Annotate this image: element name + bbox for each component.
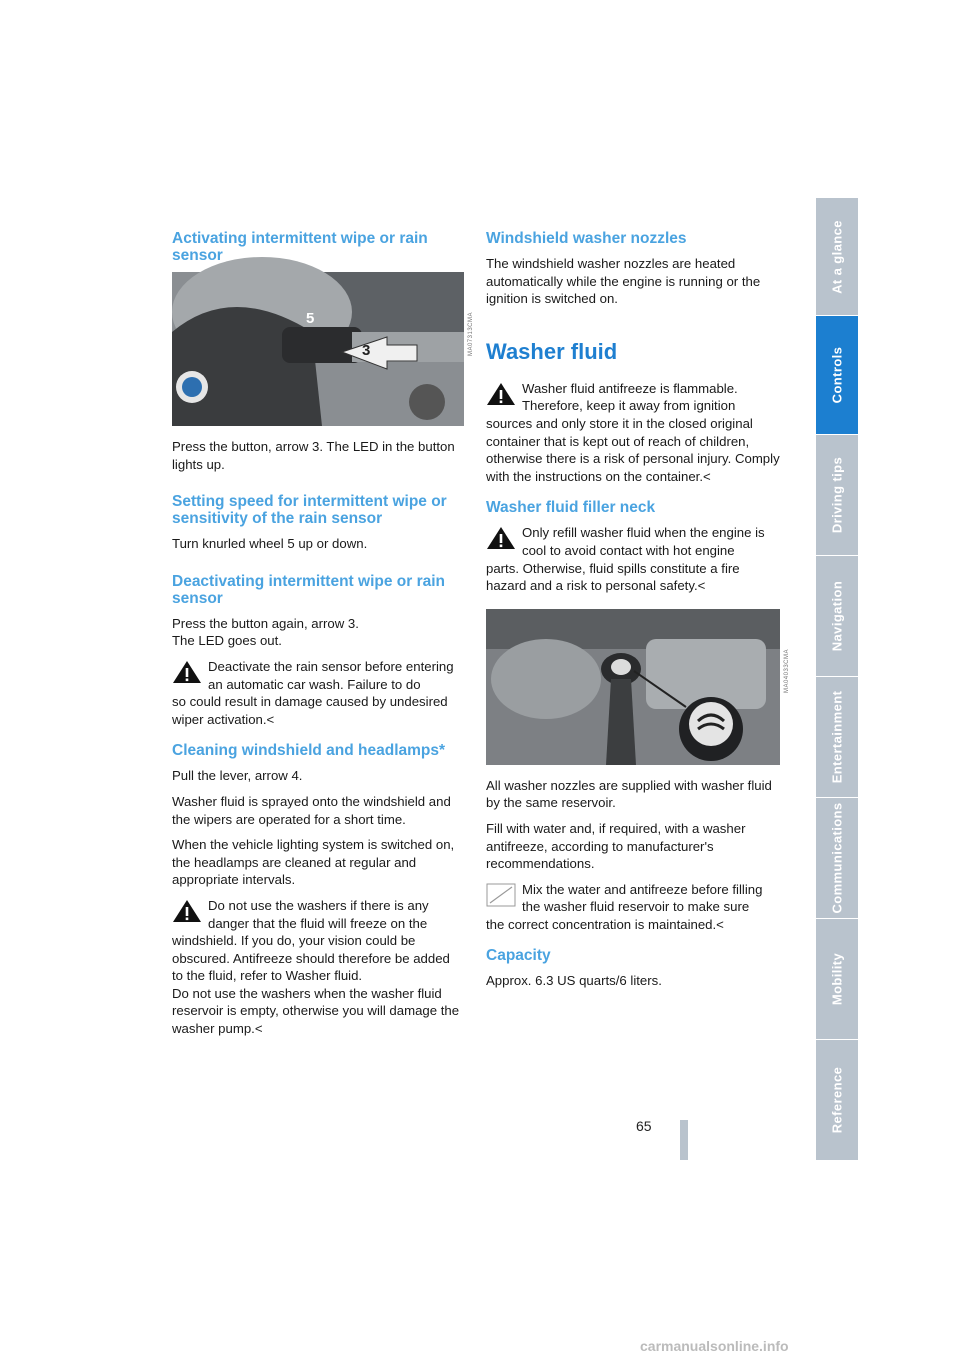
note-icon <box>486 883 516 907</box>
warning-text-b: sources and only store it in the closed original container that is kept out of reach of children, otherwise there is a risk of personal injury. Comply with the instructions on the container.< <box>486 415 780 484</box>
heading-setting-speed: Setting speed for intermittent wipe or sensitivity of the rain sensor <box>172 493 447 528</box>
heading-capacity: Capacity <box>486 947 551 965</box>
warning-text-b: so could result in damage caused by undesired wiper activation.< <box>172 694 448 727</box>
tab-label: Navigation <box>829 580 845 652</box>
engine-bay-photo <box>486 609 790 765</box>
para-nozzles-heated: The windshield washer nozzles are heated automatically while the engine is running or the ignition is switched on. <box>486 256 761 307</box>
tab-label: At a glance <box>829 219 845 294</box>
tab-communications[interactable] <box>816 798 858 919</box>
label-5: 5 <box>306 310 315 327</box>
tab-controls[interactable] <box>816 316 858 435</box>
heading-nozzles: Windshield washer nozzles <box>486 230 687 247</box>
steering-lever-illustration <box>172 272 464 426</box>
warning-icon <box>486 382 516 406</box>
engine-bay-illustration <box>486 609 780 765</box>
warning-freeze <box>172 897 464 1038</box>
heading-cleaning: Cleaning windshield and headlamps* <box>172 742 446 760</box>
tab-mobility[interactable] <box>816 919 858 1040</box>
warning-icon <box>172 899 202 923</box>
footer-watermark: carmanualsonline.info <box>640 1338 789 1354</box>
para-capacity: Approx. 6.3 US quarts/6 liters. <box>486 973 662 989</box>
para-press-again: Press the button again, arrow 3. <box>172 615 359 631</box>
warning-rain-sensor <box>172 658 464 728</box>
right-column <box>486 230 790 998</box>
para-pull-lever: Pull the lever, arrow 4. <box>172 768 303 784</box>
tab-label: Controls <box>829 346 845 404</box>
heading-activating: Activating intermittent wipe or rain sensor <box>172 230 428 264</box>
warning-text-c: Do not use the washers when the washer fluid reservoir is empty, otherwise you will damage the washer pump.< <box>172 985 460 1037</box>
tab-label: Entertainment <box>829 690 845 784</box>
heading-washer-fluid: Washer fluid <box>486 338 618 364</box>
heading-filler-neck: Washer fluid filler neck <box>486 499 656 517</box>
note-text-a: Mix the water and antifreeze before filling the washer fluid reservoir to make sure <box>522 881 763 915</box>
para-nozzles-supplied: All washer nozzles are supplied with washer fluid by the same reservoir. <box>486 777 772 811</box>
para-press-button: Press the button, arrow 3. The LED in the button lights up. <box>172 439 455 472</box>
tab-navigation[interactable] <box>816 556 858 677</box>
para-led-out: The LED goes out. <box>172 633 282 649</box>
warning-text-a: Washer fluid antifreeze is flammable. Therefore, keep it away from ignition <box>522 380 738 414</box>
note-text-b: the correct concentration is maintained.< <box>486 916 724 932</box>
tab-label: Reference <box>829 1066 845 1134</box>
warning-text-a: Deactivate the rain sensor before entering an automatic car wash. Failure to do <box>208 658 454 692</box>
label-3: 3 <box>362 342 371 359</box>
para-turn-wheel: Turn knurled wheel 5 up or down. <box>172 536 368 552</box>
note-mix-water <box>486 881 780 934</box>
warning-flammable <box>486 380 780 486</box>
tab-label: Mobility <box>829 952 845 1006</box>
left-column <box>172 230 474 1052</box>
steering-lever-photo <box>172 272 474 426</box>
page-number-bar <box>680 1120 688 1160</box>
warning-text-a: Only refill washer fluid when the engine is cool to avoid contact with hot engine <box>522 525 765 558</box>
para-washer-spray: Washer fluid is sprayed onto the windshield and the wipers are operated for a short time. <box>172 793 451 827</box>
tab-label: Communications <box>829 802 845 914</box>
warning-refill <box>486 524 780 594</box>
para-headlamps: When the vehicle lighting system is switched on, the headlamps are cleaned at regular and appropriate intervals. <box>172 837 455 888</box>
image-code: MA07313CMA <box>468 312 474 357</box>
warning-text-b: windshield. If you do, your vision could be obscured. Antifreeze should therefore be added to the fluid, refer to Washer fluid. <box>172 933 450 984</box>
page-number: 65 <box>636 1118 652 1134</box>
tab-label: Driving tips <box>829 456 845 534</box>
warning-text-a: Do not use the washers if there is any danger that the fluid will freeze on the <box>208 897 429 931</box>
heading-deactivating: Deactivating intermittent wipe or rain sensor <box>172 572 446 607</box>
tab-entertainment[interactable] <box>816 677 858 798</box>
tab-reference[interactable] <box>816 1040 858 1161</box>
image-code: MA04033CMA <box>784 648 790 693</box>
warning-icon <box>172 660 202 684</box>
tab-driving-tips[interactable] <box>816 435 858 556</box>
tab-at-a-glance[interactable] <box>816 198 858 316</box>
warning-text-b: parts. Otherwise, fluid spills constitute a fire hazard and a risk to personal safety.< <box>486 560 740 594</box>
para-fill-water: Fill with water and, if required, with a washer antifreeze, according to manufacturer's recommendations. <box>486 820 746 872</box>
warning-icon <box>486 526 516 550</box>
